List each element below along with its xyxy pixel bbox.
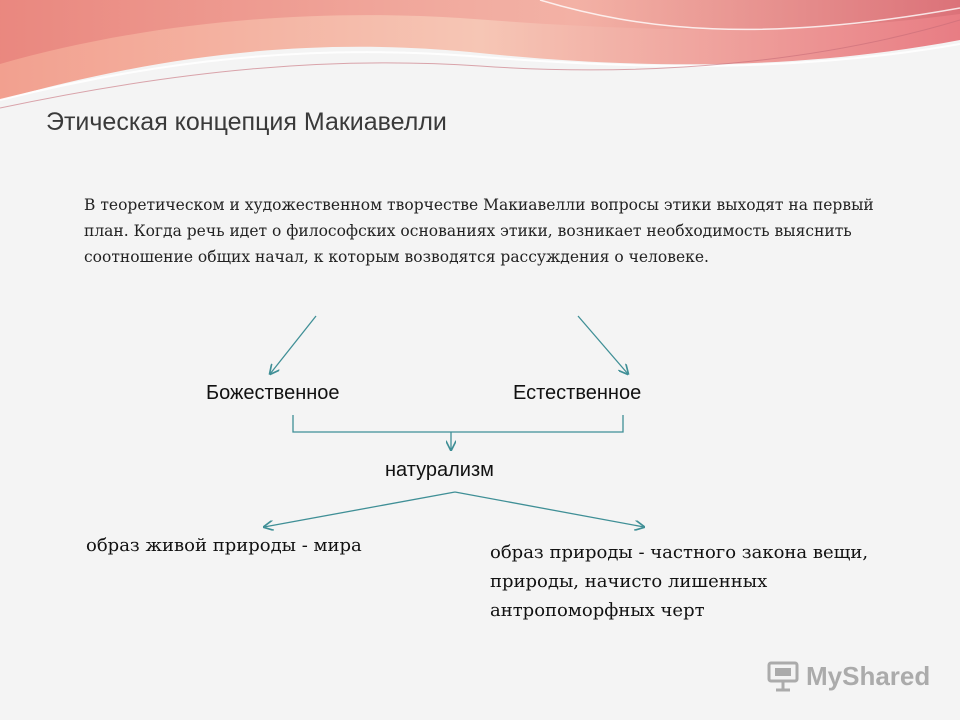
node-living-nature: образ живой природы - мира [86,535,362,556]
arrow-to-divine [270,316,316,374]
node-natural: Естественное [513,382,642,404]
node-naturalism: натурализм [385,459,494,481]
node-particular-law: образ природы - частного закона вещи, природы, начисто лишенных антропоморфных черт [490,542,869,621]
arrow-to-natural [578,316,628,374]
watermark [766,656,930,696]
watermark-text: MyShared [806,660,931,691]
node-divine: Божественное [206,382,340,404]
presentation-icon [766,659,800,693]
intro-paragraph: В теоретическом и художественном творчестве Макиавелли вопросы этики выходят на первый план. Когда речь идет о философских основаниях этики, возникает необходимость выяснить соотношение общих начал, к которым возводятся рассуждения о человеке. [84,196,874,266]
arrow-to-particular-law [455,492,644,527]
arrow-to-living-nature [264,492,455,527]
slide-title: Этическая концепция Макиавелли [46,108,447,136]
bracket-connector [293,415,623,432]
